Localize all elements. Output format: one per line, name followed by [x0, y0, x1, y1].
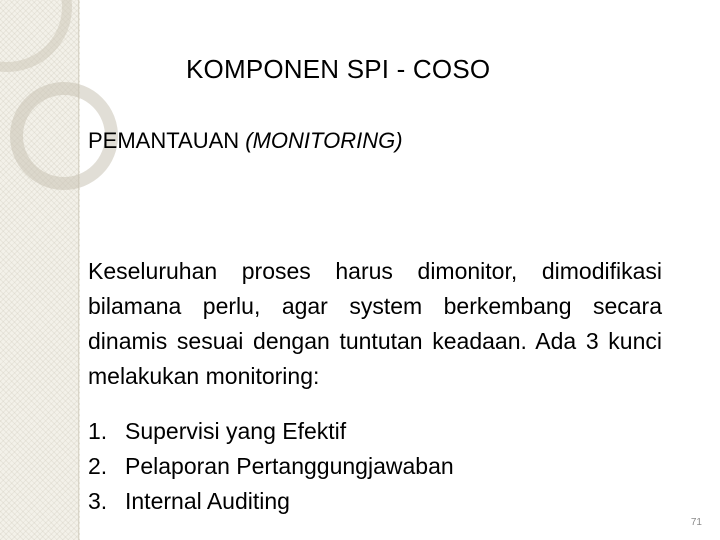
subtitle-main: PEMANTAUAN — [88, 128, 246, 153]
slide-title: KOMPONEN SPI - COSO — [186, 54, 491, 84]
list-item — [88, 484, 454, 519]
body-paragraph: Keseluruhan proses harus dimonitor, dimodifikasi bilamana perlu, agar system berkembang secara dinamis sesuai dengan tuntutan keadaan. Ada 3 kunci melakukan monitoring: — [88, 258, 662, 389]
list-item — [88, 414, 454, 449]
list-item-text: Supervisi yang Efektif — [125, 418, 347, 444]
page-number: 71 — [690, 517, 702, 528]
decorative-side-strip — [0, 0, 80, 540]
list-item-number: 2. — [88, 453, 108, 479]
list-item-number: 1. — [88, 418, 108, 444]
list-item-text: Pelaporan Pertanggungjawaban — [125, 453, 454, 479]
subtitle-italic: (MONITORING) — [245, 128, 403, 153]
list-item-text: Internal Auditing — [125, 488, 290, 514]
list-item — [88, 449, 454, 484]
monitoring-key-list — [88, 414, 454, 519]
list-item-number: 3. — [88, 488, 108, 514]
slide-subtitle — [88, 128, 403, 154]
side-strip-divider — [78, 0, 79, 540]
